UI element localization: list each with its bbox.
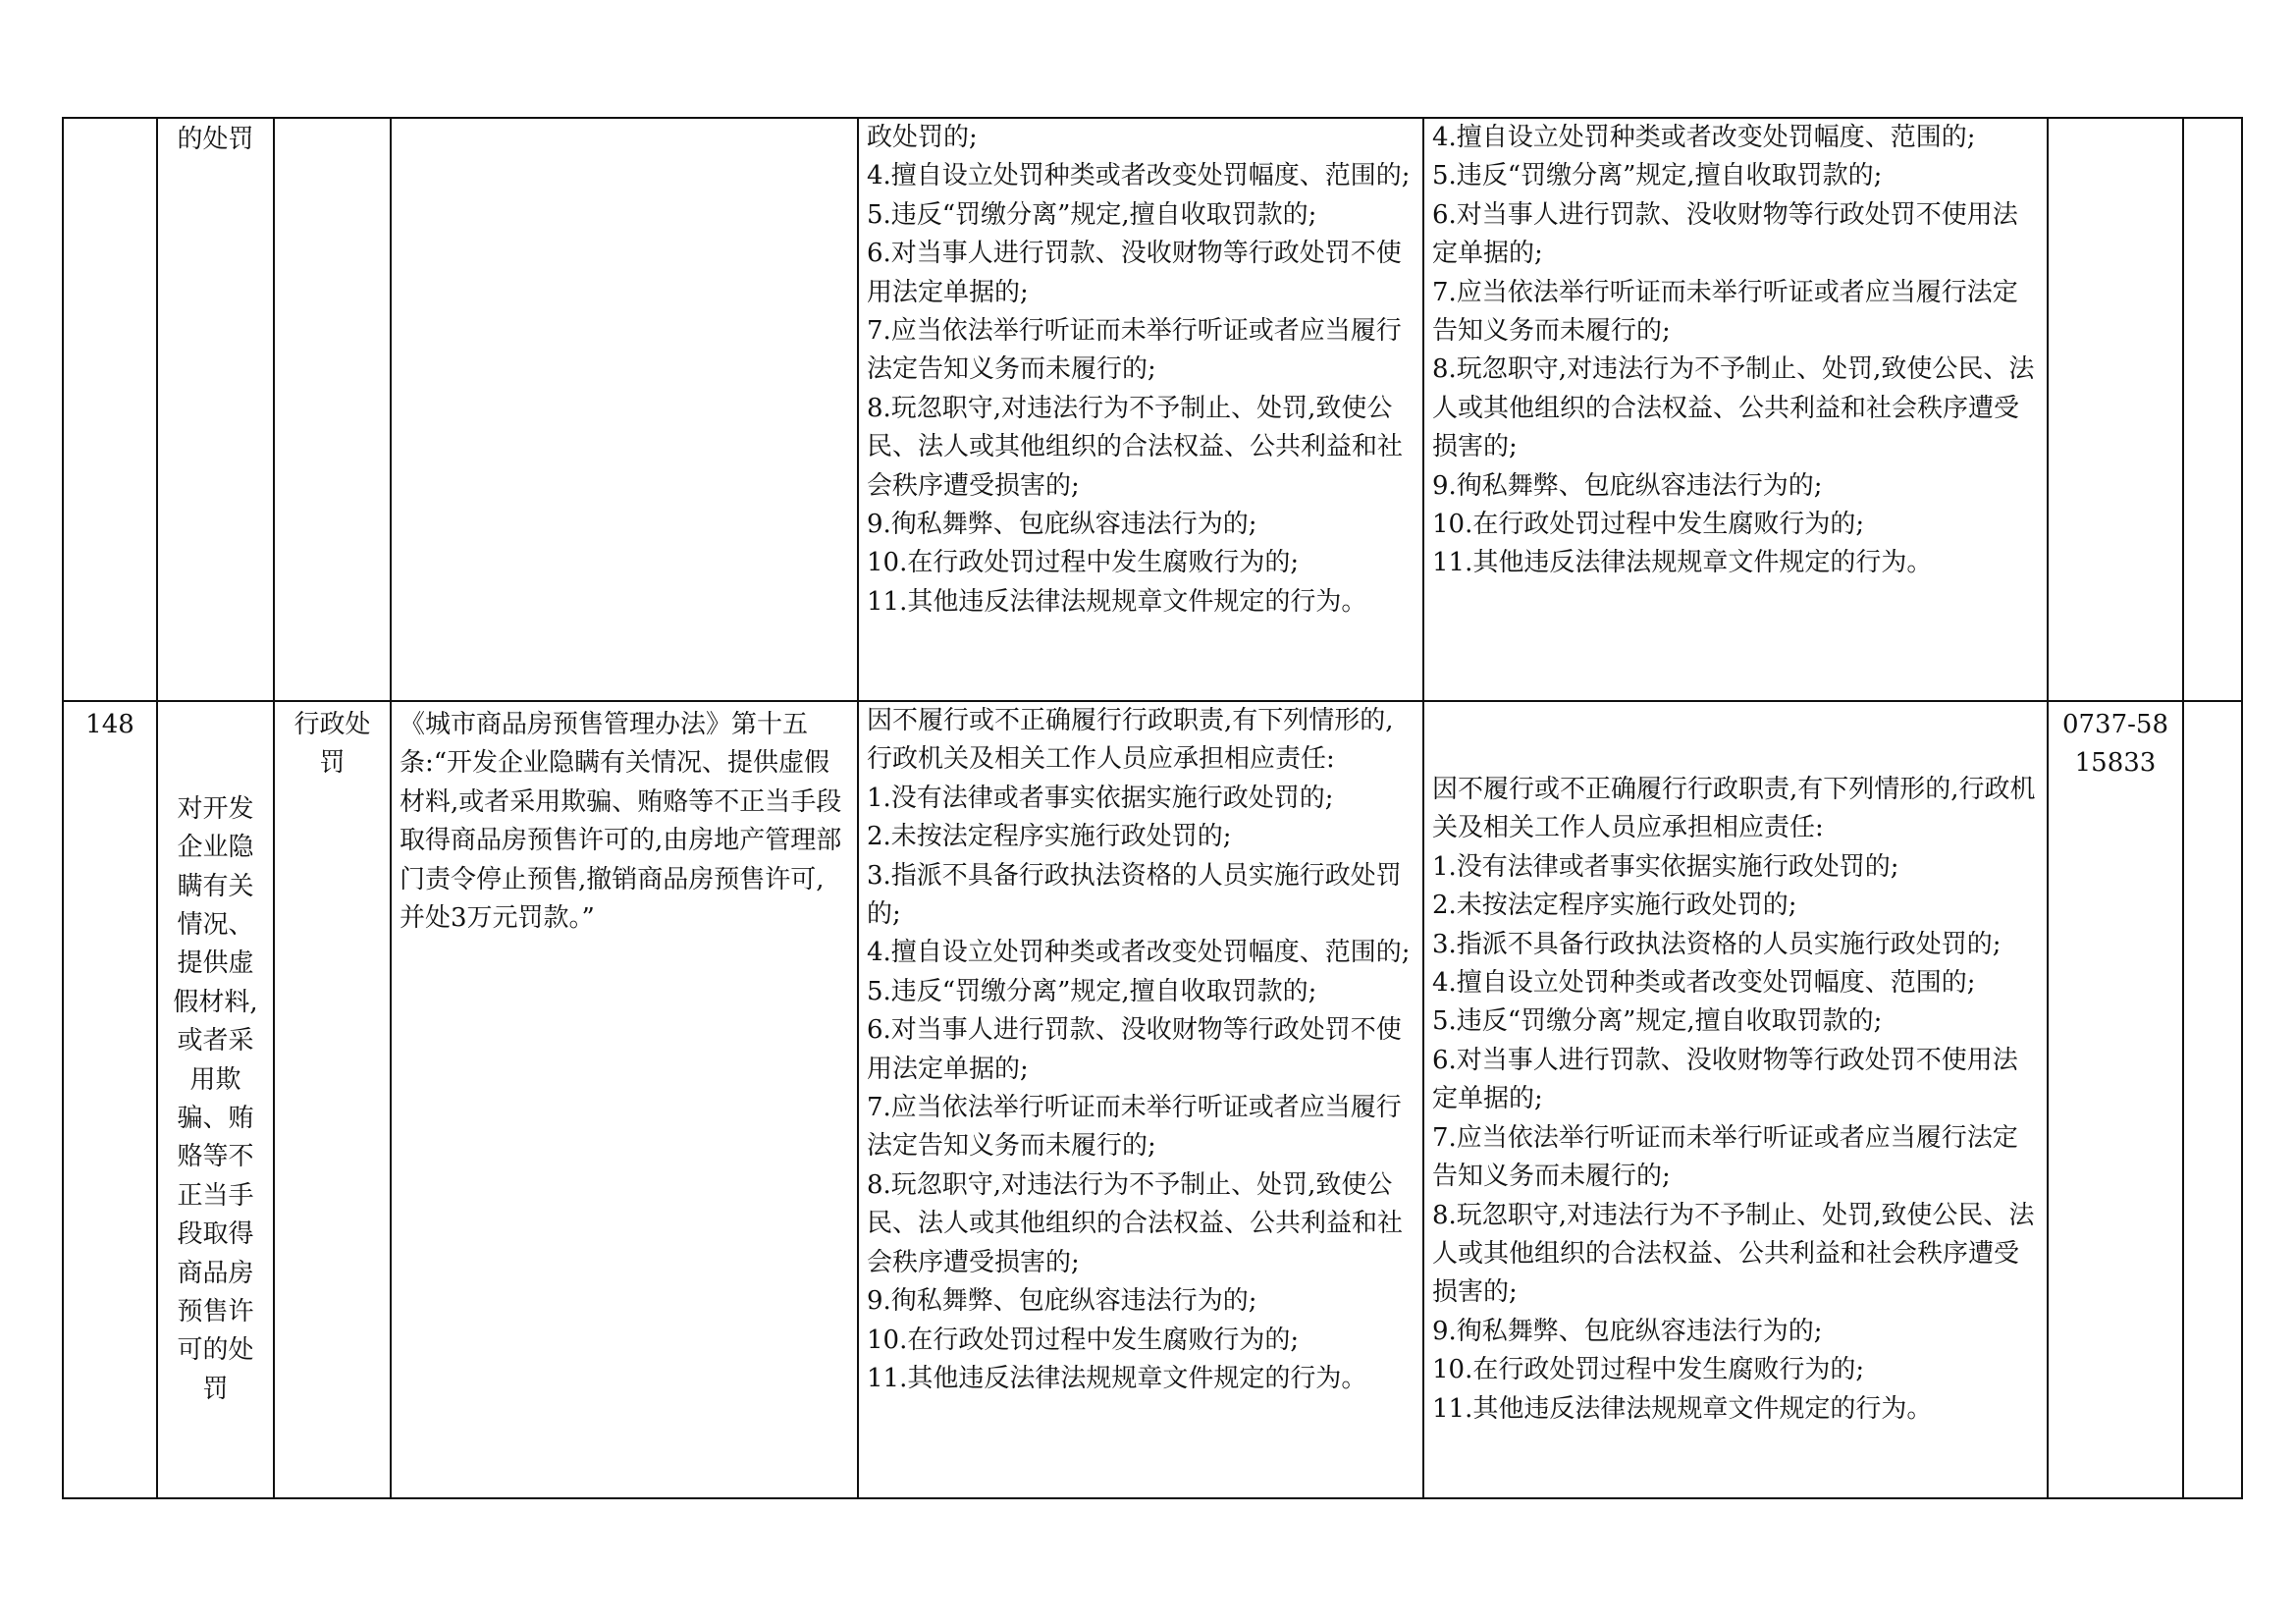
accountability-line: 9.徇私舞弊、包庇纵容违法行为的; (1432, 470, 1823, 501)
responsibility-line: 10.在行政处罚过程中发生腐败行为的; (867, 1325, 1300, 1355)
accountability-line: 10.在行政处罚过程中发生腐败行为的; (1432, 1355, 1865, 1385)
responsibility-line: 11.其他违反法律法规规章文件规定的行为。 (867, 586, 1367, 617)
responsibility-line: 11.其他违反法律法规规章文件规定的行为。 (867, 1363, 1367, 1393)
responsibility-line: 10.在行政处罚过程中发生腐败行为的; (867, 548, 1300, 578)
responsibility-line: 4.擅自设立处罚种类或者改变处罚幅度、范围的; (867, 161, 1411, 191)
responsibility-line: 9.徇私舞弊、包庇纵容违法行为的; (867, 510, 1257, 540)
responsibility-line: 因不履行或不正确履行行政职责,有下列情形的,行政机关及相关工作人员应承担相应责任: (867, 706, 1394, 775)
power-list-table (62, 117, 2243, 1499)
responsibility-cell (858, 701, 1423, 1498)
accountability-line: 3.指派不具备行政执法资格的人员实施行政处罚的; (1432, 929, 2002, 959)
accountability-cell (1423, 701, 2048, 1498)
remark-cell (2183, 701, 2242, 1498)
accountability-line: 6.对当事人进行罚款、没收财物等行政处罚不使用法定单据的; (1432, 1045, 2018, 1114)
responsibility-line: 6.对当事人进行罚款、没收财物等行政处罚不使用法定单据的; (867, 239, 1402, 307)
row-number-cell (63, 118, 157, 701)
accountability-line: 8.玩忽职守,对违法行为不予制止、处罚,致使公民、法人或其他组织的合法权益、公共利益和社会秩序遭受损害的; (1432, 1200, 2035, 1308)
accountability-line: 11.其他违反法律法规规章文件规定的行为。 (1432, 548, 1933, 578)
accountability-line: 5.违反“罚缴分离”规定,擅自收取罚款的; (1432, 161, 1883, 191)
phone-cell: 0737-5815833 (2048, 701, 2183, 1498)
accountability-line: 4.擅自设立处罚种类或者改变处罚幅度、范围的; (1432, 123, 1976, 152)
accountability-line: 7.应当依法举行听证而未举行听证或者应当履行法定告知义务而未履行的; (1432, 1122, 2018, 1192)
responsibility-line: 政处罚的; (867, 123, 978, 152)
item-name-cell: 的处罚 (157, 118, 274, 701)
accountability-line: 2.未按法定程序实施行政处罚的; (1432, 891, 1797, 921)
item-kind-cell (274, 118, 391, 701)
legal-basis-cell: 《城市商品房预售管理办法》第十五条:“开发企业隐瞒有关情况、提供虚假材料,或者采用欺骗、贿赂等不正当手段取得商品房预售许可的,由房地产管理部门责令停止预售,撤销商品房预售许可,并处3万元罚款。” (391, 701, 858, 1498)
accountability-line: 10.在行政处罚过程中发生腐败行为的; (1432, 510, 1865, 540)
responsibility-line: 1.没有法律或者事实依据实施行政处罚的; (867, 783, 1334, 813)
accountability-line: 因不履行或不正确履行行政职责,有下列情形的,行政机关及相关工作人员应承担相应责任: (1432, 775, 2036, 843)
responsibility-cell (858, 118, 1423, 701)
accountability-line: 6.对当事人进行罚款、没收财物等行政处罚不使用法定单据的; (1432, 199, 2018, 269)
responsibility-line: 9.徇私舞弊、包庇纵容违法行为的; (867, 1286, 1257, 1317)
accountability-cell (1423, 118, 2048, 701)
responsibility-line: 3.指派不具备行政执法资格的人员实施行政处罚的; (867, 860, 1402, 930)
responsibility-line: 2.未按法定程序实施行政处罚的; (867, 822, 1232, 852)
responsibility-line: 4.擅自设立处罚种类或者改变处罚幅度、范围的; (867, 938, 1411, 968)
table-row (63, 118, 2242, 701)
legal-basis-cell (391, 118, 858, 701)
accountability-line: 9.徇私舞弊、包庇纵容违法行为的; (1432, 1316, 1823, 1346)
accountability-line: 4.擅自设立处罚种类或者改变处罚幅度、范围的; (1432, 968, 1976, 999)
table-row (63, 701, 2242, 1498)
responsibility-line: 8.玩忽职守,对违法行为不予制止、处罚,致使公民、法人或其他组织的合法权益、公共利益和社会秩序遭受损害的; (867, 1169, 1404, 1277)
responsibility-line: 5.违反“罚缴分离”规定,擅自收取罚款的; (867, 199, 1317, 230)
item-kind-cell: 行政处罚 (274, 701, 391, 1498)
row-number-cell: 148 (63, 701, 157, 1498)
accountability-line: 5.违反“罚缴分离”规定,擅自收取罚款的; (1432, 1006, 1883, 1037)
accountability-line: 7.应当依法举行听证而未举行听证或者应当履行法定告知义务而未履行的; (1432, 277, 2018, 347)
responsibility-line: 6.对当事人进行罚款、没收财物等行政处罚不使用法定单据的; (867, 1015, 1402, 1084)
phone-cell (2048, 118, 2183, 701)
accountability-line: 1.没有法律或者事实依据实施行政处罚的; (1432, 851, 1899, 882)
item-name-cell: 对开发企业隐瞒有关情况、提供虚假材料,或者采用欺骗、贿赂等不正当手段取得商品房预售许可的处罚 (157, 701, 274, 1498)
responsibility-line: 7.应当依法举行听证而未举行听证或者应当履行法定告知义务而未履行的; (867, 1093, 1402, 1162)
accountability-line: 11.其他违反法律法规规章文件规定的行为。 (1432, 1393, 1933, 1424)
responsibility-line: 8.玩忽职守,对违法行为不予制止、处罚,致使公民、法人或其他组织的合法权益、公共利益和社会秩序遭受损害的; (867, 393, 1404, 501)
responsibility-line: 7.应当依法举行听证而未举行听证或者应当履行法定告知义务而未履行的; (867, 316, 1402, 385)
remark-cell (2183, 118, 2242, 701)
accountability-line: 8.玩忽职守,对违法行为不予制止、处罚,致使公民、法人或其他组织的合法权益、公共利益和社会秩序遭受损害的; (1432, 354, 2035, 462)
responsibility-line: 5.违反“罚缴分离”规定,擅自收取罚款的; (867, 976, 1317, 1006)
